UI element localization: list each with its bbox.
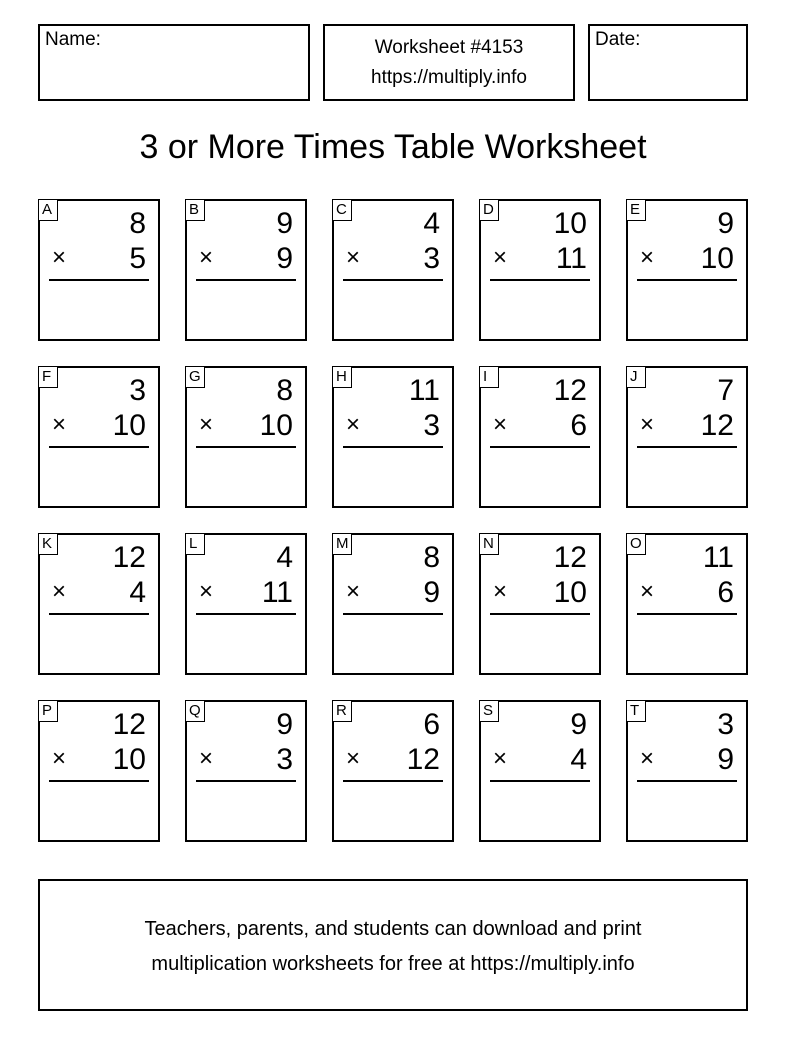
problem-card [185, 700, 307, 842]
problem-card [185, 533, 307, 675]
problem-label: Q [185, 700, 205, 722]
answer-line [490, 613, 590, 615]
worksheet-info-box [323, 24, 575, 101]
answer-line [49, 279, 149, 281]
multiplicand: 9 [717, 207, 734, 240]
problem-card [185, 366, 307, 508]
answer-line [490, 279, 590, 281]
problem-label: F [38, 366, 58, 388]
multiplier: 3 [276, 743, 293, 776]
date-label: Date: [595, 29, 641, 50]
problem-card [38, 700, 160, 842]
multiplier: 12 [406, 743, 440, 776]
problem-card [332, 366, 454, 508]
multiplicand: 12 [112, 708, 146, 741]
multiplier: 11 [261, 576, 293, 609]
multiplier: 5 [129, 242, 146, 275]
problem-card [332, 533, 454, 675]
multiplier: 3 [423, 242, 440, 275]
multiplicand: 9 [276, 207, 293, 240]
multiplier: 9 [276, 242, 293, 275]
answer-line [196, 279, 296, 281]
times-icon: × [346, 411, 361, 438]
multiplicand: 11 [408, 374, 440, 407]
name-label: Name: [45, 29, 101, 50]
problem-card [185, 199, 307, 341]
problem-label: J [626, 366, 646, 388]
multiplier: 4 [570, 743, 587, 776]
problem-card [479, 533, 601, 675]
multiplier: 9 [423, 576, 440, 609]
problem-label: B [185, 199, 205, 221]
answer-line [49, 780, 149, 782]
problem-card [332, 700, 454, 842]
times-icon: × [493, 745, 508, 772]
problem-label: N [479, 533, 499, 555]
answer-line [343, 279, 443, 281]
answer-line [343, 613, 443, 615]
times-icon: × [52, 578, 67, 605]
answer-line [196, 446, 296, 448]
multiplier: 9 [717, 743, 734, 776]
multiplicand: 4 [423, 207, 440, 240]
multiplicand: 8 [423, 541, 440, 574]
problem-card [626, 700, 748, 842]
problem-label: S [479, 700, 499, 722]
multiplier: 3 [423, 409, 440, 442]
multiplicand: 9 [276, 708, 293, 741]
problem-card [38, 533, 160, 675]
times-icon: × [199, 411, 214, 438]
multiplier: 10 [112, 409, 146, 442]
multiplicand: 4 [276, 541, 293, 574]
problem-card [332, 199, 454, 341]
multiplier: 11 [555, 242, 587, 275]
worksheet-url: https://multiply.info [371, 67, 527, 88]
problems-grid [38, 199, 748, 842]
answer-line [196, 613, 296, 615]
problem-label: O [626, 533, 646, 555]
footer-text-line-2: multiplication worksheets for free at https://multiply.info [151, 953, 635, 975]
times-icon: × [52, 244, 67, 271]
multiplicand: 8 [276, 374, 293, 407]
answer-line [637, 279, 737, 281]
multiplicand: 8 [129, 207, 146, 240]
problem-label: I [479, 366, 499, 388]
worksheet-number: Worksheet #4153 [374, 37, 524, 58]
times-icon: × [493, 578, 508, 605]
times-icon: × [640, 244, 655, 271]
problem-card [479, 366, 601, 508]
answer-line [196, 780, 296, 782]
problem-label: G [185, 366, 205, 388]
times-icon: × [640, 578, 655, 605]
footer-text-line-1: Teachers, parents, and students can download and print [144, 918, 642, 940]
answer-line [343, 446, 443, 448]
multiplier: 10 [700, 242, 734, 275]
times-icon: × [346, 745, 361, 772]
problem-card [479, 199, 601, 341]
problem-label: C [332, 199, 352, 221]
page-title: 3 or More Times Table Worksheet [139, 128, 647, 166]
times-icon: × [640, 745, 655, 772]
problem-label: R [332, 700, 352, 722]
multiplicand: 12 [553, 541, 587, 574]
problem-label: A [38, 199, 58, 221]
multiplicand: 3 [129, 374, 146, 407]
problem-label: K [38, 533, 58, 555]
times-icon: × [52, 411, 67, 438]
multiplier: 4 [129, 576, 146, 609]
multiplicand: 7 [717, 374, 734, 407]
problem-label: P [38, 700, 58, 722]
answer-line [343, 780, 443, 782]
times-icon: × [640, 411, 655, 438]
problem-card [38, 199, 160, 341]
answer-line [490, 780, 590, 782]
answer-line [49, 446, 149, 448]
multiplicand: 9 [570, 708, 587, 741]
problem-card [626, 533, 748, 675]
problem-card [626, 366, 748, 508]
times-icon: × [199, 578, 214, 605]
multiplier: 10 [553, 576, 587, 609]
problem-label: E [626, 199, 646, 221]
answer-line [637, 613, 737, 615]
times-icon: × [199, 244, 214, 271]
times-icon: × [493, 411, 508, 438]
problem-card [38, 366, 160, 508]
multiplicand: 10 [553, 207, 587, 240]
multiplicand: 11 [702, 541, 734, 574]
multiplicand: 12 [112, 541, 146, 574]
times-icon: × [199, 745, 214, 772]
footer-box [38, 879, 748, 1011]
multiplier: 10 [259, 409, 293, 442]
times-icon: × [346, 578, 361, 605]
problem-label: M [332, 533, 352, 555]
problem-card [479, 700, 601, 842]
multiplier: 12 [700, 409, 734, 442]
multiplicand: 6 [423, 708, 440, 741]
problem-label: D [479, 199, 499, 221]
problem-card [626, 199, 748, 341]
answer-line [637, 780, 737, 782]
problem-label: H [332, 366, 352, 388]
answer-line [637, 446, 737, 448]
times-icon: × [52, 745, 67, 772]
answer-line [490, 446, 590, 448]
name-field-box[interactable] [38, 24, 310, 101]
problem-label: T [626, 700, 646, 722]
times-icon: × [346, 244, 361, 271]
problem-label: L [185, 533, 205, 555]
multiplicand: 12 [553, 374, 587, 407]
multiplier: 10 [112, 743, 146, 776]
multiplier: 6 [717, 576, 734, 609]
times-icon: × [493, 244, 508, 271]
date-field-box[interactable] [588, 24, 748, 101]
multiplicand: 3 [717, 708, 734, 741]
multiplier: 6 [570, 409, 587, 442]
answer-line [49, 613, 149, 615]
